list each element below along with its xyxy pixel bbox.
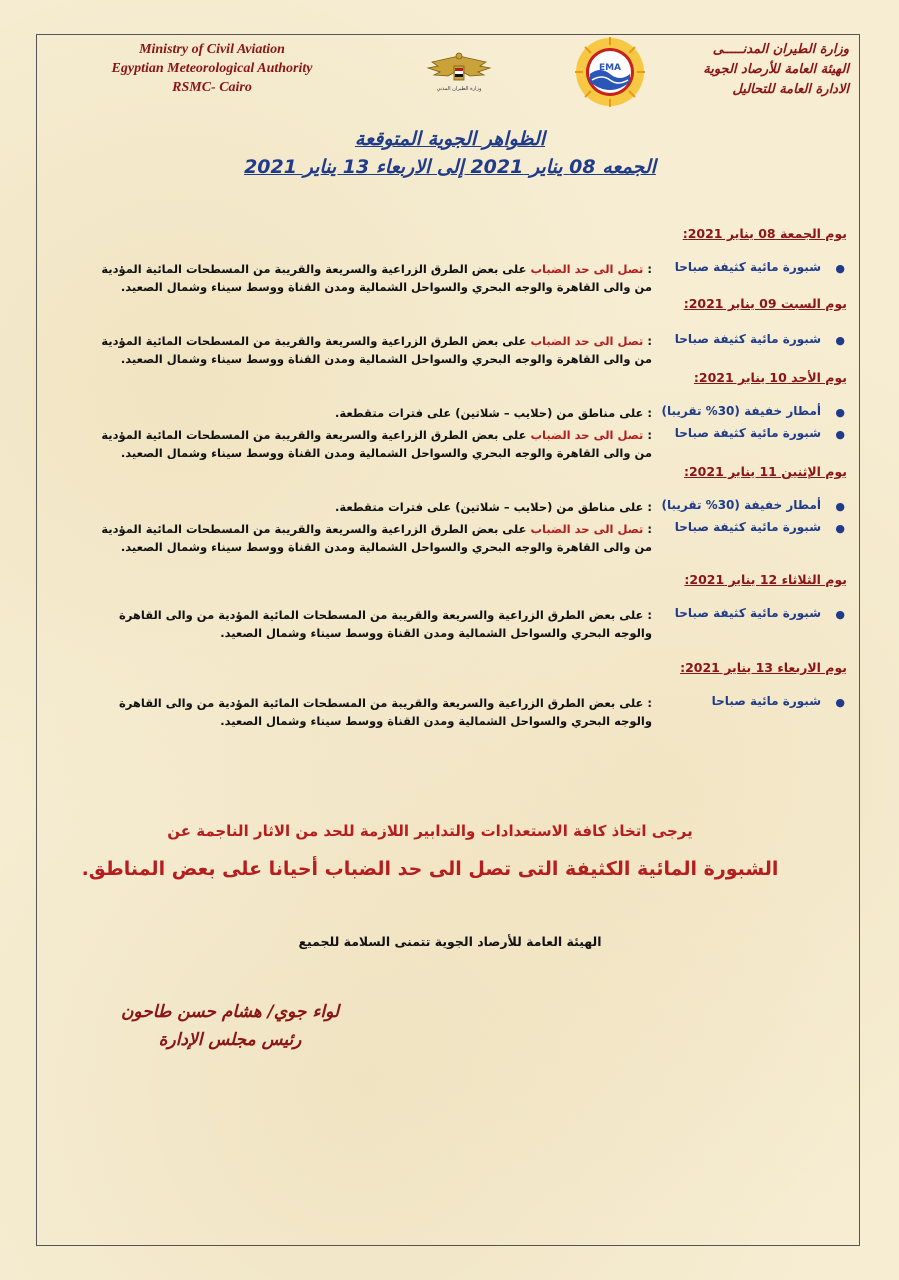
ema-logo-text: EMA	[598, 63, 622, 73]
header-ar-authority: الهيئة العامة للأرصاد الجوية	[703, 62, 849, 77]
day-header: يوم الإثنين 11 يناير 2021:	[683, 464, 847, 479]
day-header: يوم السبت 09 يناير 2021:	[683, 296, 847, 311]
forecast-areas-text: على بعض الطرق الزراعية والسريعة والقريبة من المسطحات المائية المؤدية من والى القاهرة والوجه البحري والسواحل الشمالية ومدن القناة ووسط سيناء وشمال الصعيد.	[101, 522, 652, 554]
forecast-phenomenon: شبورة مائية كثيفة صباحا	[674, 426, 821, 440]
bullet-icon: ●	[835, 522, 845, 535]
forecast-phenomenon: أمطار خفيفة (30% تقريبا)	[661, 404, 821, 418]
header-arabic	[649, 40, 849, 100]
bullet-icon: ●	[835, 406, 845, 419]
forecast-areas-text: على بعض الطرق الزراعية والسريعة والقريبة من المسطحات المائية المؤدية من والى القاهرة والوجه البحري والسواحل الشمالية ومدن القناة ووسط سيناء وشمال الصعيد.	[118, 608, 652, 640]
forecast-description	[82, 260, 652, 296]
bullet-icon: ●	[835, 428, 845, 441]
colon-separator: :	[643, 262, 652, 276]
bullet-icon: ●	[835, 696, 845, 709]
colon-separator: :	[643, 500, 652, 514]
header-en-ministry: Ministry of Civil Aviation	[139, 42, 285, 57]
notice-line-2: الشبورة المائية الكثيفة التى تصل الى حد الضباب أحيانا على بعض المناطق.	[81, 858, 779, 880]
forecast-areas-text: على بعض الطرق الزراعية والسريعة والقريبة من المسطحات المائية المؤدية من والى القاهرة والوجه البحري والسواحل الشمالية ومدن القناة ووسط سيناء وشمال الصعيد.	[101, 334, 652, 366]
colon-separator: :	[643, 334, 652, 348]
ministry-eagle-logo	[424, 48, 494, 96]
forecast-description	[82, 404, 652, 422]
colon-separator: :	[643, 428, 652, 442]
bullet-icon: ●	[835, 608, 845, 621]
notice-line-1: يرجى اتخاذ كافة الاستعدادات والتدابير اللازمة للحد من الاثار الناجمة عن	[167, 822, 693, 840]
header-english	[82, 40, 342, 97]
day-header: يوم الاربعاء 13 يناير 2021:	[680, 660, 847, 675]
forecast-areas-text: على مناطق من (حلايب – شلاتين) على فترات متقطعة.	[335, 406, 644, 420]
page-title: الظواهر الجوية المتوقعة	[354, 128, 546, 150]
signature-name: لواء جوي/ هشام حسن طاحون	[120, 1002, 340, 1022]
day-header: يوم الجمعة 08 يناير 2021:	[682, 226, 847, 241]
signature-title: رئيس مجلس الإدارة	[158, 1030, 302, 1050]
day-header: يوم الأحد 10 يناير 2021:	[693, 370, 847, 385]
safety-wish: الهيئة العامة للأرصاد الجوية تتمنى السلامة للجميع	[298, 934, 602, 949]
forecast-phenomenon: شبورة مائية كثيفة صباحا	[674, 260, 821, 274]
forecast-areas-text: على بعض الطرق الزراعية والسريعة والقريبة من المسطحات المائية المؤدية من والى القاهرة والوجه البحري والسواحل الشمالية ومدن القناة ووسط سيناء وشمال الصعيد.	[101, 262, 652, 294]
bullet-icon: ●	[835, 262, 845, 275]
colon-separator: :	[643, 522, 652, 536]
forecast-description	[82, 694, 652, 730]
forecast-phenomenon: شبورة مائية صباحا	[711, 694, 821, 708]
forecast-description	[82, 606, 652, 642]
forecast-phenomenon: شبورة مائية كثيفة صباحا	[674, 520, 821, 534]
day-header: يوم الثلاثاء 12 يناير 2021:	[684, 572, 847, 587]
header-en-rsmc: RSMC- Cairo	[172, 80, 252, 95]
header-en-authority: Egyptian Meteorological Authority	[111, 61, 313, 76]
forecast-areas-text: على مناطق من (حلايب – شلاتين) على فترات متقطعة.	[335, 500, 644, 514]
page-subtitle-date-range: الجمعه 08 يناير 2021 إلى الاربعاء 13 يناير 2021	[244, 156, 656, 178]
fog-warning-text: تصل الى حد الضباب	[530, 334, 644, 348]
bullet-icon: ●	[835, 500, 845, 513]
bullet-icon: ●	[835, 334, 845, 347]
forecast-areas-text: على بعض الطرق الزراعية والسريعة والقريبة من المسطحات المائية المؤدية من والى القاهرة والوجه البحري والسواحل الشمالية ومدن القناة ووسط سيناء وشمال الصعيد.	[118, 696, 652, 728]
forecast-description	[82, 426, 652, 462]
fog-warning-text: تصل الى حد الضباب	[530, 522, 644, 536]
forecast-description	[82, 520, 652, 556]
eagle-caption: وزارة الطيران المدني	[436, 86, 482, 92]
forecast-phenomenon: شبورة مائية كثيفة صباحا	[674, 332, 821, 346]
forecast-areas-text: على بعض الطرق الزراعية والسريعة والقريبة من المسطحات المائية المؤدية من والى القاهرة والوجه البحري والسواحل الشمالية ومدن القناة ووسط سيناء وشمال الصعيد.	[101, 428, 652, 460]
colon-separator: :	[643, 406, 652, 420]
header-ar-ministry: وزارة الطيران المدنـــــى	[712, 42, 849, 57]
fog-warning-text: تصل الى حد الضباب	[530, 262, 644, 276]
header-ar-department: الادارة العامة للتحاليل	[732, 82, 849, 97]
forecast-phenomenon: شبورة مائية كثيفة صباحا	[674, 606, 821, 620]
fog-warning-text: تصل الى حد الضباب	[530, 428, 644, 442]
colon-separator: :	[643, 696, 652, 710]
forecast-description	[82, 498, 652, 516]
forecast-description	[82, 332, 652, 368]
forecast-phenomenon: أمطار خفيفة (30% تقريبا)	[661, 498, 821, 512]
ema-sun-logo	[574, 36, 646, 108]
colon-separator: :	[643, 608, 652, 622]
